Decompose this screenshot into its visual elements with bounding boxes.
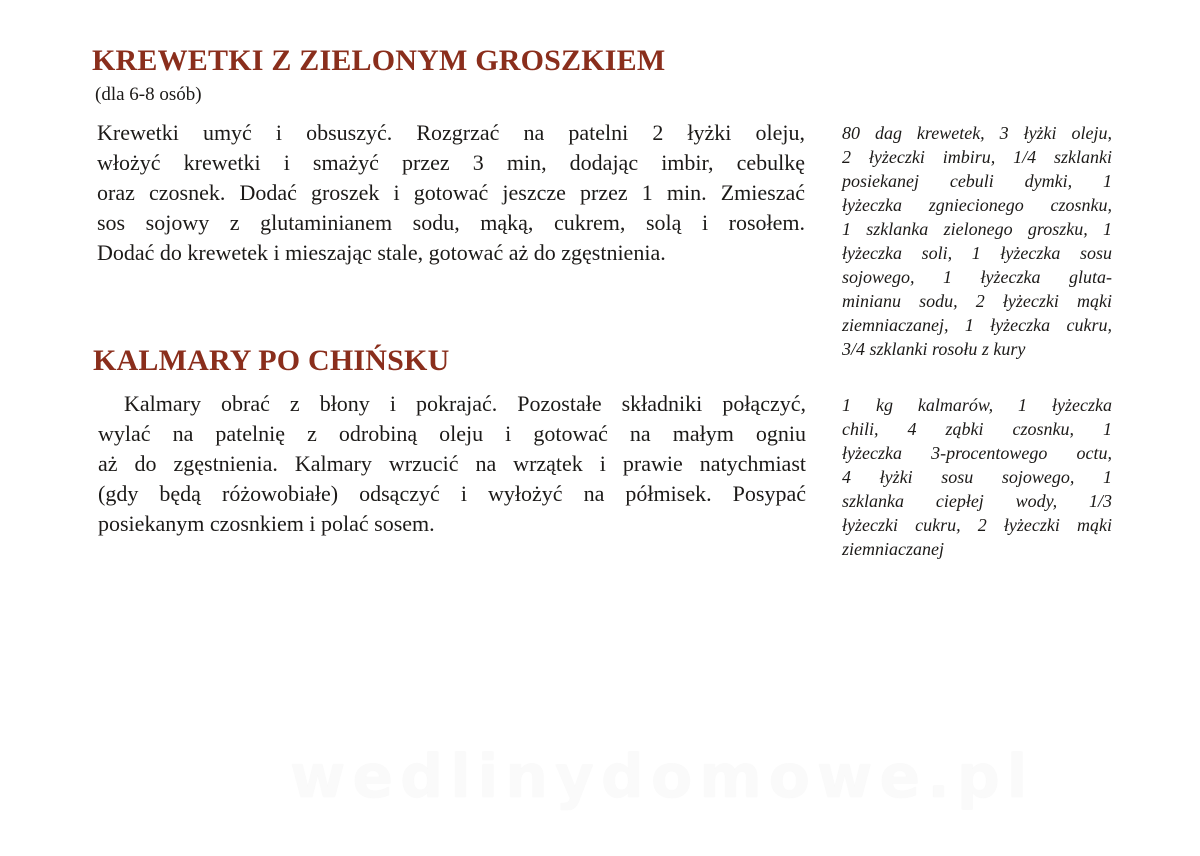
ingredient-line: ziemniaczanej, 1 łyżeczka cukru, bbox=[842, 315, 1112, 335]
method-line: (gdy będą różowobiałe) odsączyć i wyłożyć na półmisek. Posypać bbox=[98, 481, 806, 506]
ingredient-line: 2 łyżeczki imbiru, 1/4 szklanki bbox=[842, 147, 1112, 167]
method-line: Krewetki umyć i obsuszyć. Rozgrzać na patelni 2 łyżki oleju, bbox=[97, 120, 805, 145]
ingredient-line: szklanka ciepłej wody, 1/3 bbox=[842, 491, 1112, 511]
method-line: Dodać do krewetek i mieszając stale, gotować aż do zgęstnienia. bbox=[97, 240, 666, 265]
method-line: włożyć krewetki i smażyć przez 3 min, dodając imbir, cebulkę bbox=[97, 150, 805, 175]
servings-note: (dla 6-8 osób) bbox=[95, 84, 202, 105]
ingredient-line: minianu sodu, 2 łyżeczki mąki bbox=[842, 291, 1112, 311]
method-line: oraz czosnek. Dodać groszek i gotować jeszcze przez 1 min. Zmieszać bbox=[97, 180, 805, 205]
ingredient-line: 4 łyżki sosu sojowego, 1 bbox=[842, 467, 1112, 487]
method-line: aż do zgęstnienia. Kalmary wrzucić na wrzątek i prawie natychmiast bbox=[98, 451, 806, 476]
method-kalmary bbox=[98, 389, 806, 539]
recipe-title-krewetki: KREWETKI Z ZIELONYM GROSZKIEM bbox=[92, 44, 666, 77]
ingredient-line: 1 kg kalmarów, 1 łyżeczka bbox=[842, 395, 1112, 415]
ingredient-line: łyżeczki cukru, 2 łyżeczki mąki bbox=[842, 515, 1112, 535]
ingredient-line: posiekanej cebuli dymki, 1 bbox=[842, 171, 1112, 191]
ingredient-line: chili, 4 ząbki czosnku, 1 bbox=[842, 419, 1112, 439]
ingredients-kalmary bbox=[842, 393, 1112, 561]
ingredient-line: 1 szklanka zielonego groszku, 1 bbox=[842, 219, 1112, 239]
ingredient-line: łyżeczka soli, 1 łyżeczka sosu bbox=[842, 243, 1112, 263]
method-line: posiekanym czosnkiem i polać sosem. bbox=[98, 511, 435, 536]
watermark: wedlinydomowe.pl bbox=[290, 742, 1035, 812]
ingredient-line: ziemniaczanej bbox=[842, 539, 944, 559]
method-line: Kalmary obrać z błony i pokrajać. Pozostałe składniki połączyć, bbox=[124, 391, 806, 416]
recipe-title-kalmary: KALMARY PO CHIŃSKU bbox=[93, 344, 450, 377]
ingredient-line: łyżeczka 3-procentowego octu, bbox=[842, 443, 1112, 463]
method-krewetki bbox=[97, 118, 805, 268]
ingredient-line: 80 dag krewetek, 3 łyżki oleju, bbox=[842, 123, 1112, 143]
ingredient-line: 3/4 szklanki rosołu z kury bbox=[842, 339, 1026, 359]
method-line: wylać na patelnię z odrobiną oleju i gotować na małym ogniu bbox=[98, 421, 806, 446]
ingredient-line: łyżeczka zgniecionego czosnku, bbox=[842, 195, 1112, 215]
ingredients-krewetki bbox=[842, 121, 1112, 361]
ingredient-line: sojowego, 1 łyżeczka gluta- bbox=[842, 267, 1112, 287]
method-line: sos sojowy z glutaminianem sodu, mąką, cukrem, solą i rosołem. bbox=[97, 210, 805, 235]
